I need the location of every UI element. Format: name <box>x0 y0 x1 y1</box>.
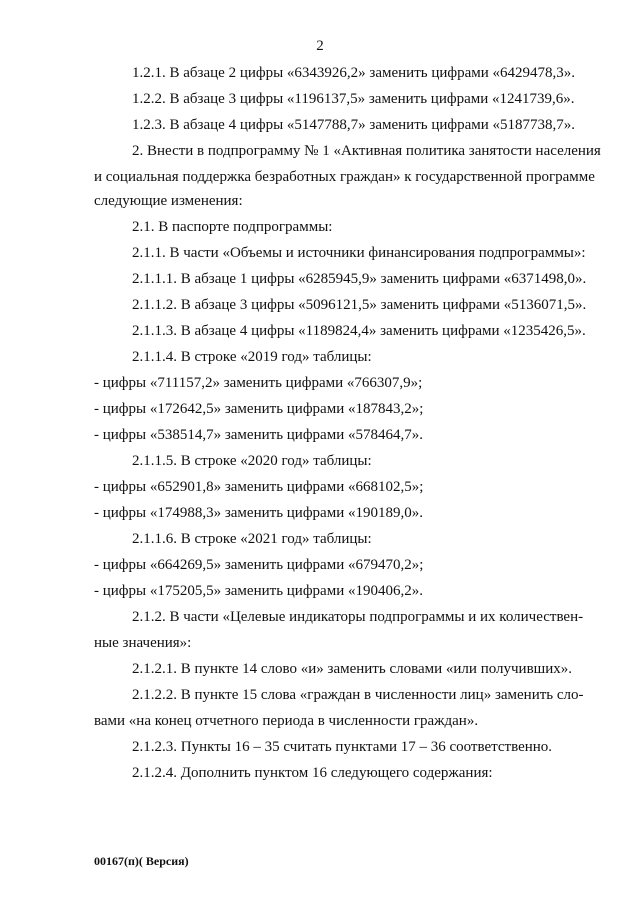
text-line: 1.2.3. В абзаце 4 цифры «5147788,7» заменить цифрами «5187738,7». <box>132 117 576 133</box>
text-line: 2.1. В паспорте подпрограммы: <box>132 219 333 235</box>
text-line: - цифры «538514,7» заменить цифрами «578464,7». <box>94 427 423 443</box>
text-line: 2.1.2.1. В пункте 14 слово «и» заменить словами «или получивших». <box>132 661 572 677</box>
text-line: 2.1.1. В части «Объемы и источники финансирования подпрограммы»: <box>132 245 586 261</box>
text-line: - цифры «652901,8» заменить цифрами «668102,5»; <box>94 479 424 495</box>
text-line: 2.1.1.4. В строке «2019 год» таблицы: <box>132 349 372 365</box>
text-line: 1.2.1. В абзаце 2 цифры «6343926,2» заменить цифрами «6429478,3». <box>132 65 576 81</box>
text-line: - цифры «175205,5» заменить цифрами «190406,2». <box>94 583 423 599</box>
text-line: 2.1.2.2. В пункте 15 слова «граждан в численности лиц» заменить сло- <box>132 687 584 703</box>
text-line: - цифры «174988,3» заменить цифрами «190189,0». <box>94 505 423 521</box>
text-line: вами «на конец отчетного периода в численности граждан». <box>94 713 479 729</box>
text-line: 2.1.1.2. В абзаце 3 цифры «5096121,5» заменить цифрами «5136071,5». <box>132 297 587 313</box>
text-line: - цифры «711157,2» заменить цифрами «766307,9»; <box>94 375 423 391</box>
text-line: и социальная поддержка безработных граждан» к государственной программе <box>94 169 595 185</box>
document-footer-code: 00167(п)( Версия) <box>94 854 189 868</box>
text-line: следующие изменения: <box>94 193 243 209</box>
text-line: 2.1.2.4. Дополнить пунктом 16 следующего содержания: <box>132 765 493 781</box>
text-line: 2. Внести в подпрограмму № 1 «Активная политика занятости населения <box>132 143 601 159</box>
text-line: ные значения»: <box>94 635 192 651</box>
text-line: 2.1.2.3. Пункты 16 – 35 считать пунктами 17 – 36 соответственно. <box>132 739 553 755</box>
text-line: - цифры «172642,5» заменить цифрами «187843,2»; <box>94 401 424 417</box>
page-number: 2 <box>316 38 324 54</box>
text-line: 1.2.2. В абзаце 3 цифры «1196137,5» заменить цифрами «1241739,6». <box>132 91 575 107</box>
text-line: - цифры «664269,5» заменить цифрами «679470,2»; <box>94 557 424 573</box>
text-line: 2.1.1.1. В абзаце 1 цифры «6285945,9» заменить цифрами «6371498,0». <box>132 271 587 287</box>
text-line: 2.1.1.6. В строке «2021 год» таблицы: <box>132 531 372 547</box>
text-line: 2.1.1.3. В абзаце 4 цифры «1189824,4» заменить цифрами «1235426,5». <box>132 323 586 339</box>
text-line: 2.1.1.5. В строке «2020 год» таблицы: <box>132 453 372 469</box>
text-line: 2.1.2. В части «Целевые индикаторы подпрограммы и их количествен- <box>132 609 584 625</box>
